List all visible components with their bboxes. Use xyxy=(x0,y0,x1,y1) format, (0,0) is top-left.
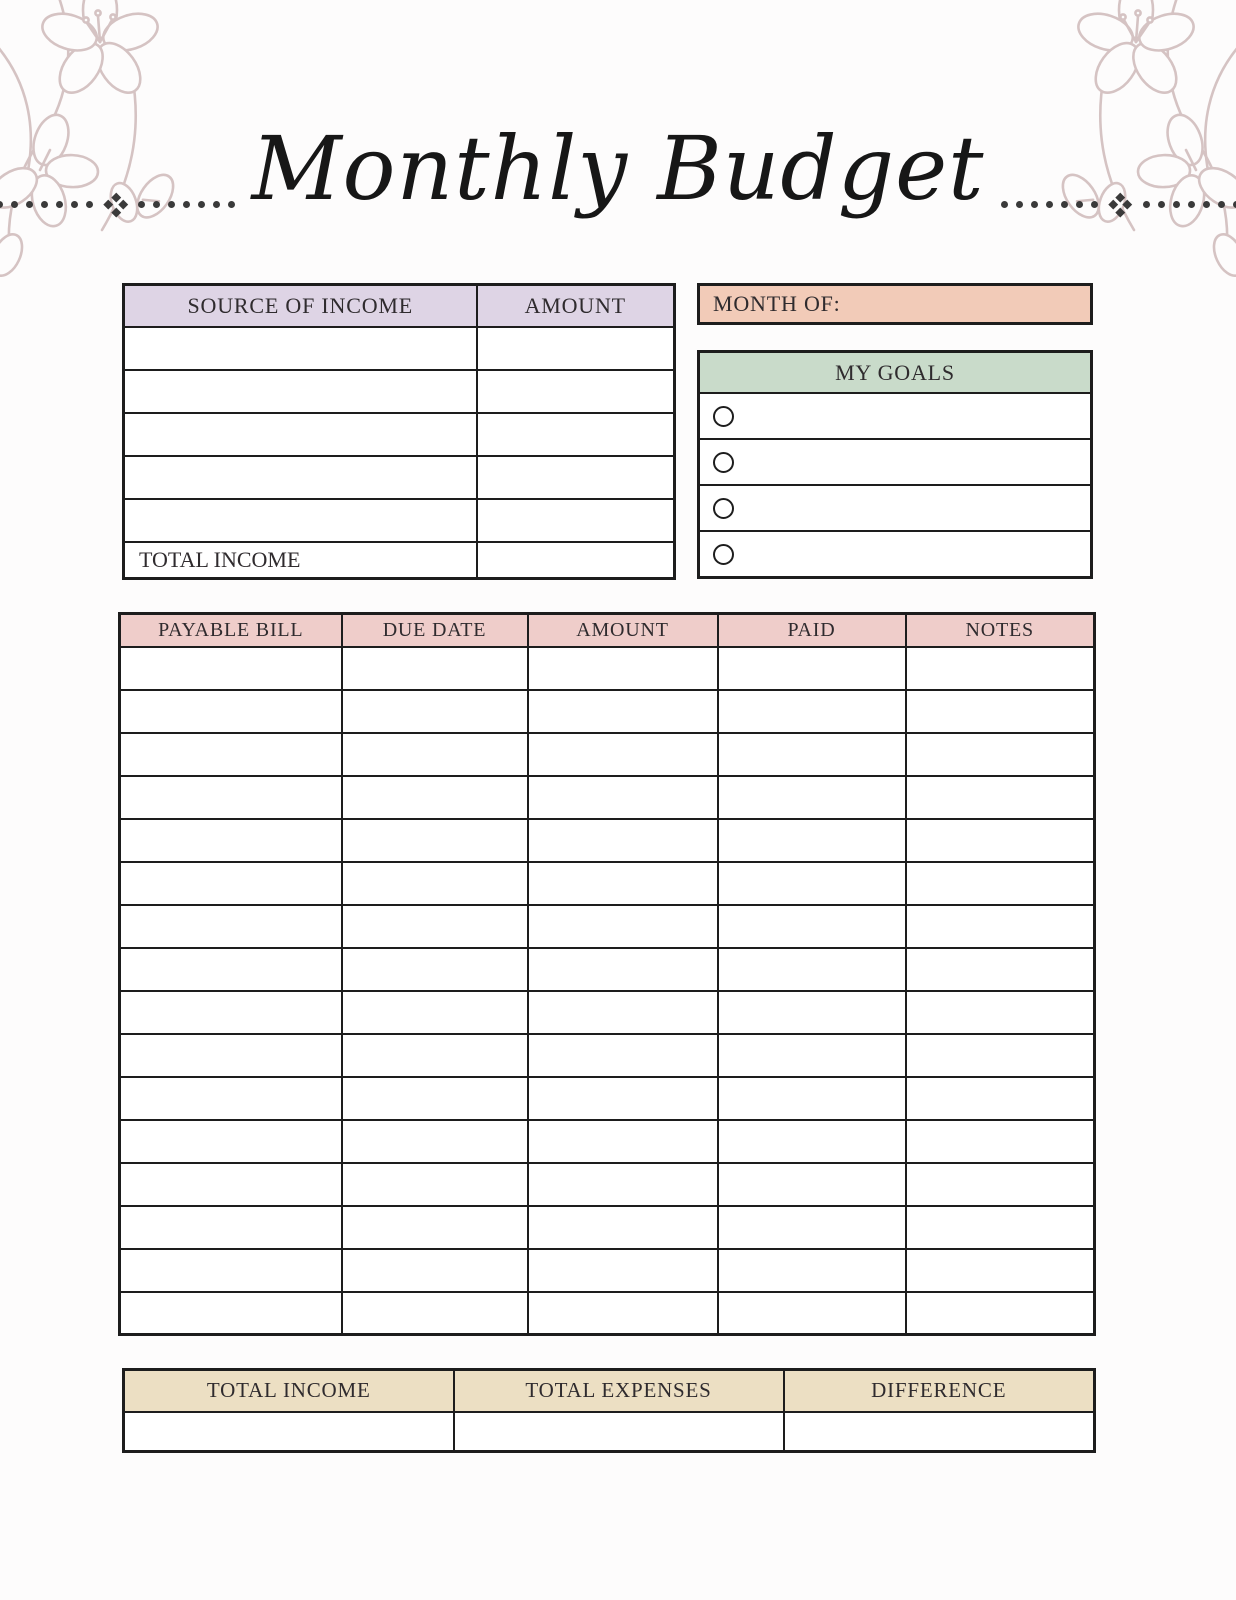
bills-header-payable-bill: PAYABLE BILL xyxy=(120,614,342,647)
bill-blank-cell xyxy=(120,1034,342,1077)
bill-blank-cell xyxy=(120,776,342,819)
bill-blank-cell xyxy=(718,1249,906,1292)
income-table xyxy=(122,283,676,580)
summary-total-expenses-cell xyxy=(454,1412,784,1452)
table-row xyxy=(120,905,1095,948)
bill-blank-cell xyxy=(120,1206,342,1249)
bill-blank-cell xyxy=(120,647,342,690)
bill-blank-cell xyxy=(906,733,1095,776)
goal-row xyxy=(700,394,1090,440)
bill-blank-cell xyxy=(718,905,906,948)
ornament-dot xyxy=(1001,201,1008,208)
bill-blank-cell xyxy=(528,690,718,733)
bills-header-notes: NOTES xyxy=(906,614,1095,647)
bill-blank-cell xyxy=(528,905,718,948)
goals-panel xyxy=(697,350,1093,579)
table-row xyxy=(120,647,1095,690)
ornament-dot xyxy=(1016,201,1023,208)
bill-blank-cell xyxy=(906,1163,1095,1206)
income-header-source: SOURCE OF INCOME xyxy=(124,285,477,327)
income-blank-cell xyxy=(124,456,477,499)
ornament-dot xyxy=(1188,201,1195,208)
bill-blank-cell xyxy=(342,819,528,862)
table-row xyxy=(120,1249,1095,1292)
bill-blank-cell xyxy=(718,819,906,862)
bill-blank-cell xyxy=(528,1206,718,1249)
income-blank-cell xyxy=(477,456,675,499)
bill-blank-cell xyxy=(342,862,528,905)
bill-blank-cell xyxy=(528,1292,718,1335)
ornament-dot xyxy=(198,201,205,208)
four-diamond-cluster-icon xyxy=(1110,194,1131,215)
ornament-dot xyxy=(138,201,145,208)
income-blank-cell xyxy=(124,499,477,542)
ornament-dot xyxy=(1046,201,1053,208)
bills-header-paid: PAID xyxy=(718,614,906,647)
table-row xyxy=(120,1077,1095,1120)
table-row xyxy=(124,413,675,456)
total-income-value-cell xyxy=(477,542,675,579)
bill-blank-cell xyxy=(120,1249,342,1292)
dot-divider-left-icon xyxy=(0,194,235,215)
bill-blank-cell xyxy=(906,776,1095,819)
bill-blank-cell xyxy=(906,1120,1095,1163)
table-row xyxy=(120,1292,1095,1335)
table-row xyxy=(120,948,1095,991)
goal-row xyxy=(700,440,1090,486)
income-blank-cell xyxy=(477,327,675,370)
bill-blank-cell xyxy=(528,733,718,776)
bill-blank-cell xyxy=(120,819,342,862)
ornament-dot xyxy=(41,201,48,208)
ornament-dot xyxy=(1031,201,1038,208)
bill-blank-cell xyxy=(528,948,718,991)
bill-blank-cell xyxy=(120,1292,342,1335)
bill-blank-cell xyxy=(718,862,906,905)
bill-blank-cell xyxy=(342,905,528,948)
title-row xyxy=(0,106,1236,231)
bill-blank-cell xyxy=(342,647,528,690)
income-blank-cell xyxy=(124,413,477,456)
bill-blank-cell xyxy=(342,948,528,991)
ornament-dot xyxy=(1203,201,1210,208)
bill-blank-cell xyxy=(120,1120,342,1163)
bill-blank-cell xyxy=(906,1292,1095,1335)
goal-bullet-circle-icon xyxy=(713,498,734,519)
goal-bullet-circle-icon xyxy=(713,544,734,565)
bill-blank-cell xyxy=(906,1077,1095,1120)
income-header-amount: AMOUNT xyxy=(477,285,675,327)
dot-divider-right-icon xyxy=(1001,194,1236,215)
summary-header-difference: DIFFERENCE xyxy=(784,1370,1095,1412)
bill-blank-cell xyxy=(718,1077,906,1120)
ornament-dot xyxy=(71,201,78,208)
bill-blank-cell xyxy=(120,862,342,905)
bill-blank-cell xyxy=(120,905,342,948)
bill-blank-cell xyxy=(718,690,906,733)
ornament-dot xyxy=(1218,201,1225,208)
ornament-dot xyxy=(1158,201,1165,208)
bill-blank-cell xyxy=(120,733,342,776)
bill-blank-cell xyxy=(342,1120,528,1163)
four-diamond-cluster-icon xyxy=(105,194,126,215)
bills-header-amount: AMOUNT xyxy=(528,614,718,647)
income-blank-cell xyxy=(124,370,477,413)
bill-blank-cell xyxy=(528,1034,718,1077)
bill-blank-cell xyxy=(120,991,342,1034)
income-blank-cell xyxy=(124,327,477,370)
bill-blank-cell xyxy=(120,1163,342,1206)
ornament-dot xyxy=(1076,201,1083,208)
bill-blank-cell xyxy=(718,1292,906,1335)
table-row xyxy=(120,819,1095,862)
bill-blank-cell xyxy=(906,991,1095,1034)
ornament-dot xyxy=(168,201,175,208)
bill-blank-cell xyxy=(342,1206,528,1249)
bill-blank-cell xyxy=(718,1163,906,1206)
bill-blank-cell xyxy=(718,1120,906,1163)
ornament-dot xyxy=(1091,201,1098,208)
month-of-label: MONTH OF: xyxy=(713,291,841,316)
bill-blank-cell xyxy=(906,905,1095,948)
summary-total-income-cell xyxy=(124,1412,454,1452)
bill-blank-cell xyxy=(718,991,906,1034)
goals-header: MY GOALS xyxy=(700,353,1090,394)
ornament-dot xyxy=(1233,201,1236,208)
bill-blank-cell xyxy=(342,733,528,776)
goal-bullet-circle-icon xyxy=(713,452,734,473)
bill-blank-cell xyxy=(342,1292,528,1335)
table-row xyxy=(120,776,1095,819)
bill-blank-cell xyxy=(718,733,906,776)
ornament-dot xyxy=(86,201,93,208)
ornament-dot xyxy=(153,201,160,208)
bill-blank-cell xyxy=(718,1206,906,1249)
table-row xyxy=(120,690,1095,733)
table-row xyxy=(124,499,675,542)
bill-blank-cell xyxy=(906,1249,1095,1292)
bill-blank-cell xyxy=(906,862,1095,905)
goal-row xyxy=(700,532,1090,576)
ornament-dot xyxy=(1173,201,1180,208)
bill-blank-cell xyxy=(528,819,718,862)
bill-blank-cell xyxy=(528,862,718,905)
table-row xyxy=(120,991,1095,1034)
income-blank-cell xyxy=(477,499,675,542)
ornament-dot xyxy=(183,201,190,208)
goal-row xyxy=(700,486,1090,532)
month-of-field xyxy=(697,283,1093,325)
summary-difference-cell xyxy=(784,1412,1095,1452)
bill-blank-cell xyxy=(342,776,528,819)
bill-blank-cell xyxy=(342,1034,528,1077)
table-row xyxy=(124,327,675,370)
table-row xyxy=(124,370,675,413)
bill-blank-cell xyxy=(120,948,342,991)
bill-blank-cell xyxy=(528,1077,718,1120)
bill-blank-cell xyxy=(528,991,718,1034)
total-income-label: TOTAL INCOME xyxy=(124,542,477,579)
bill-blank-cell xyxy=(906,948,1095,991)
bill-blank-cell xyxy=(718,948,906,991)
ornament-dot xyxy=(26,201,33,208)
summary-values-row xyxy=(124,1412,1095,1452)
bill-blank-cell xyxy=(342,991,528,1034)
total-income-row xyxy=(124,542,675,579)
table-row xyxy=(120,1034,1095,1077)
bill-blank-cell xyxy=(120,1077,342,1120)
ornament-dot xyxy=(11,201,18,208)
bills-table xyxy=(118,612,1096,1336)
bill-blank-cell xyxy=(906,690,1095,733)
table-row xyxy=(124,456,675,499)
bill-blank-cell xyxy=(906,819,1095,862)
summary-header-total-income: TOTAL INCOME xyxy=(124,1370,454,1412)
summary-table xyxy=(122,1368,1096,1453)
summary-header-total-expenses: TOTAL EXPENSES xyxy=(454,1370,784,1412)
table-row xyxy=(120,733,1095,776)
bill-blank-cell xyxy=(528,776,718,819)
bill-blank-cell xyxy=(718,776,906,819)
table-row xyxy=(120,1206,1095,1249)
income-blank-cell xyxy=(477,413,675,456)
bill-blank-cell xyxy=(342,1163,528,1206)
bill-blank-cell xyxy=(342,1077,528,1120)
ornament-dot xyxy=(213,201,220,208)
ornament-dot xyxy=(56,201,63,208)
bill-blank-cell xyxy=(906,647,1095,690)
bill-blank-cell xyxy=(528,1120,718,1163)
table-row xyxy=(120,1120,1095,1163)
bill-blank-cell xyxy=(906,1034,1095,1077)
table-row xyxy=(120,1163,1095,1206)
ornament-dot xyxy=(228,201,235,208)
bill-blank-cell xyxy=(342,690,528,733)
bill-blank-cell xyxy=(528,647,718,690)
bill-blank-cell xyxy=(718,647,906,690)
bill-blank-cell xyxy=(718,1034,906,1077)
bill-blank-cell xyxy=(528,1249,718,1292)
bill-blank-cell xyxy=(342,1249,528,1292)
goal-bullet-circle-icon xyxy=(713,406,734,427)
ornament-dot xyxy=(0,201,3,208)
page-title: Monthly Budget xyxy=(251,117,985,220)
bill-blank-cell xyxy=(906,1206,1095,1249)
bill-blank-cell xyxy=(528,1163,718,1206)
ornament-dot xyxy=(1143,201,1150,208)
bills-header-due-date: DUE DATE xyxy=(342,614,528,647)
bill-blank-cell xyxy=(120,690,342,733)
table-row xyxy=(120,862,1095,905)
income-blank-cell xyxy=(477,370,675,413)
ornament-dot xyxy=(1061,201,1068,208)
